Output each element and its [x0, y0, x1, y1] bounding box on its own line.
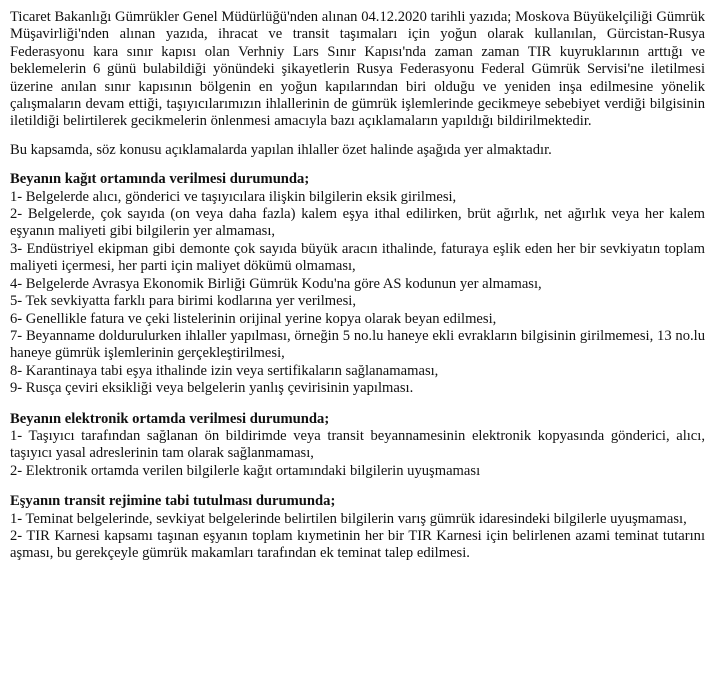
violation-list [10, 189, 705, 398]
list-item: 2- TIR Karnesi kapsamı taşınan eşyanın toplam kıymetinin her bir TIR Karnesi için belirlenen azami teminat tutarını aşması, bu gerekçeyle gümrük makamları tarafından ek teminat talep edilmesi. [10, 527, 705, 562]
list-item: 4- Belgelerde Avrasya Ekonomik Birliği Gümrük Kodu'na göre AS kodunun yer almaması, [10, 275, 542, 292]
list-item: 8- Karantinaya tabi eşya ithalinde izin veya sertifikaların sağlanamaması, [10, 362, 439, 379]
violation-list [10, 428, 705, 480]
list-item: 1- Belgelerde alıcı, gönderici ve taşıyıcılara ilişkin bilgilerin eksik girilmesi, [10, 188, 457, 205]
list-item: 2- Belgelerde, çok sayıda (on veya daha fazla) kalem eşya ithal edilirken, brüt ağırlık, net ağırlık veya her kalem eşyanın maliyeti gibi bilgilerin yer almaması, [10, 206, 705, 240]
section-transit-regime [10, 493, 705, 563]
section-heading: Beyanın kağıt ortamında verilmesi durumunda; [10, 171, 310, 188]
list-item: 6- Genellikle fatura ve çeki listelerinin orijinal yerine kopya olarak beyan edilmesi, [10, 310, 497, 327]
list-item: 2- Elektronik ortamda verilen bilgilerle kağıt ortamındaki bilgilerin uyuşmaması [10, 462, 481, 479]
list-item: 1- Teminat belgelerinde, sevkiyat belgelerinde belirtilen bilgilerin varış gümrük idaresindeki bilgilerle uyuşmaması, [10, 510, 687, 527]
intro-paragraph: Ticaret Bakanlığı Gümrükler Genel Müdürlüğü'nden alınan 04.12.2020 tarihli yazıda; Moskova Büyükelçiliği Gümrük Müşavirliği'nden alınan yazıda, ihracat ve transit taşımaları için yoğun olarak kullanılan, Gürcistan-Rusya Federasyonu kara sınır kapısı olan Verhniy Lars Sınır Kapısı'nda zaman zaman TIR kuyruklarının arttığı ve beklemelerin 6 günü bulabildiği yönündeki şikayetlerin Rusya Federasyonu Federal Gümrük Servisi'ne iletilmesi üzerine anılan sınır kapısının bölgenin en yoğun kapılarından biri olduğu ve yeniden inşa edilmesine yönelik çalışmaların devam ettiği, taşıyıcılarımızın ihlallerinin de gümrük işlemlerinde gecikmeye sebebiyet verdiği bilgisinin iletildiği belirtilerek gecikmelerin önlenmesi amacıyla bazı açıklamaların yapıldığı bildirilmektedir. [10, 9, 705, 130]
list-item: 1- Taşıyıcı tarafından sağlanan ön bildirimde veya transit beyannamesinin elektronik kopyasında gönderici, alıcı, taşıyıcı yasal adreslerinin tam olarak sağlanmaması, [10, 427, 705, 462]
summary-paragraph: Bu kapsamda, söz konusu açıklamalarda yapılan ihlaller özet halinde aşağıda yer almaktadır. [10, 141, 552, 158]
list-item: 5- Tek sevkiyatta farklı para birimi kodlarına yer verilmesi, [10, 293, 357, 310]
list-item: 9- Rusça çeviri eksikliği veya belgelerin yanlış çevirisinin yapılması. [10, 380, 414, 397]
section-electronic-declaration [10, 411, 705, 481]
list-item: 3- Endüstriyel ekipman gibi demonte çok sayıda büyük aracın ithalinde, faturaya eşlik eden her bir sevkiyatın toplam maliyeti içermesi, her parti için maliyet dökümü olmaması, [10, 240, 705, 275]
list-item: 7- Beyanname doldurulurken ihlaller yapılması, örneğin 5 no.lu haneye ekli evrakların bilgisinin girilmemesi, 13 no.lu haneye gümrük işlemlerinin gerçekleştirilmesi, [10, 327, 705, 362]
section-heading: Eşyanın transit rejimine tabi tutulması durumunda; [10, 493, 336, 510]
violation-list [10, 511, 705, 563]
section-heading: Beyanın elektronik ortamda verilmesi durumunda; [10, 410, 330, 427]
section-paper-declaration [10, 171, 705, 397]
